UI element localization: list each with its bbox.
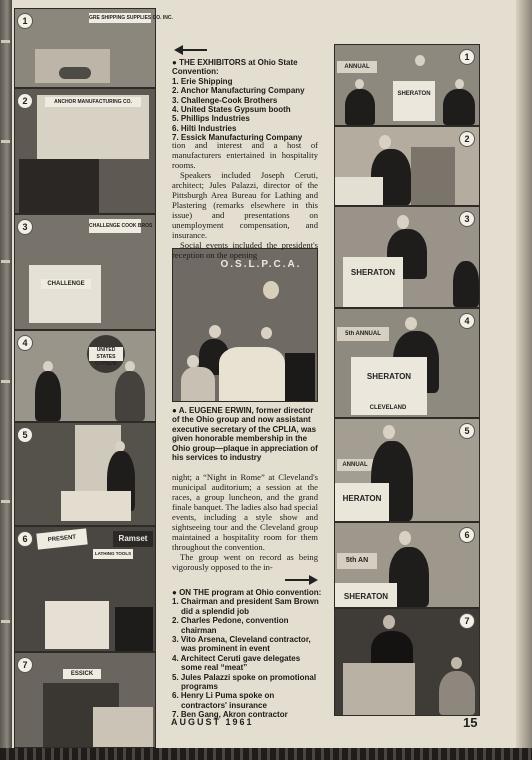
issue-date: AUGUST 1961	[171, 717, 254, 727]
photo-number: 5	[459, 423, 475, 439]
photo-sign: ANCHOR MANUFACTURING CO.	[45, 97, 141, 107]
exhibitors-list	[172, 77, 322, 143]
list-item: 7. Essick Manufacturing Company	[172, 133, 303, 143]
list-item: 1. Chairman and president Sam Brown did a splendid job	[172, 597, 319, 616]
paragraph: Speakers included Joseph Ceruti, architect; Jules Palazzi, director of the Pittsburgh Area Bureau for Lathing and Plastering (remarks elsewhere in this issue) and presentations on unemployment compensation, and insurance.	[172, 170, 318, 240]
photo-number: 4	[459, 313, 475, 329]
right-photo-5	[334, 418, 480, 522]
list-item: 5. Phillips Industries	[172, 114, 250, 124]
photo-sign: SHERATON	[350, 268, 396, 277]
photo-sign: GRE SHIPPING SUPPLIES CO. INC.	[89, 15, 173, 21]
program-list	[172, 597, 322, 719]
right-photo-1	[334, 44, 480, 126]
article-body-bottom	[172, 472, 318, 572]
photo-caption: ● A. EUGENE ERWIN, former director of the Ohio group and now assistant executive secretary of the CPLIA, was given honorable membership in the Ohio group—plaque in appreciation of his services to industry	[172, 406, 318, 463]
photo-number: 7	[17, 657, 33, 673]
article-body-top	[172, 140, 318, 260]
left-photo-2	[14, 88, 156, 214]
photo-number: 3	[459, 211, 475, 227]
left-photo-6	[14, 526, 156, 652]
photo-sign: CHALLENGE	[41, 279, 91, 289]
photo-sign: CLEVELAND	[369, 405, 407, 411]
left-photo-5	[14, 422, 156, 526]
photo-number: 5	[17, 427, 33, 443]
list-item: 6. Henry Li Puma spoke on contractors' insurance	[172, 691, 275, 710]
photo-sign: UNITED STATES GYPSUM	[89, 347, 123, 361]
paragraph: night; a “Night in Rome” at Cleveland's municipal auditorium; a session at the races, a group luncheon, and the grand finale banquet. The ladies also had special events, including a style show and sightseeing tour and the Cleveland group maintained a hospitality room for them throughout the convention.	[172, 472, 318, 552]
paragraph: The group went on record as being vigorously opposed to the in-	[172, 552, 318, 572]
left-photo-7	[14, 652, 156, 748]
list-item: 4. Architect Ceruti gave delegates some real “meat”	[172, 653, 301, 673]
photo-sign: HERATON	[342, 494, 382, 503]
list-item: 1. Erie Shipping	[172, 76, 233, 86]
photo-number: 3	[17, 219, 33, 235]
left-photo-1	[14, 8, 173, 88]
list-item: 4. United States Gypsum booth	[172, 105, 291, 115]
list-item: 7. Ben Gang, Akron contractor	[172, 710, 288, 720]
photo-sign: SHERATON	[397, 91, 431, 97]
binding-strip	[0, 748, 532, 760]
photo-sign: Ramset	[113, 531, 153, 547]
exhibitors-block	[172, 58, 322, 143]
paragraph: Social events included the president's reception on the opening	[172, 240, 318, 260]
center-photo	[172, 248, 318, 402]
photo-number: 6	[17, 531, 33, 547]
right-photo-4	[334, 308, 480, 418]
photo-sign: ANNUAL	[337, 459, 373, 471]
photo-sign: SHERATON	[343, 592, 389, 601]
right-photo-2	[334, 126, 480, 206]
photo-number: 1	[17, 13, 33, 29]
exhibitors-heading: ● THE EXHIBITORS at Ohio State Convention:	[172, 58, 298, 77]
right-photo-6	[334, 522, 480, 608]
list-item: 5. Jules Palazzi spoke on promotional programs	[172, 672, 317, 692]
photo-sign: SHERATON	[366, 372, 412, 381]
photo-sign: CHALLENGE COOK BROS	[89, 219, 141, 233]
page-stack-edge	[516, 0, 532, 760]
photo-number: 7	[459, 613, 475, 629]
list-item: 6. Hilti Industries	[172, 123, 237, 133]
photo-sign: PRESENT	[36, 528, 87, 549]
program-block	[172, 588, 322, 720]
list-item: 3. Vito Arsena, Cleveland contractor, was prominent in event	[172, 635, 311, 654]
right-photo-3	[334, 206, 480, 308]
program-heading: ● ON THE program at Ohio convention:	[172, 588, 322, 597]
page-number: 15	[463, 715, 478, 730]
center-photo-banner: O.S.L.P.C.A.	[220, 259, 302, 270]
binder-edge	[0, 0, 12, 760]
list-item: 2. Charles Pedone, convention chairman	[172, 616, 289, 635]
photo-sign: 5th ANNUAL	[337, 327, 389, 341]
list-item: 3. Challenge-Cook Brothers	[172, 95, 278, 105]
photo-sign: 5th AN	[337, 553, 377, 569]
photo-sign: ANNUAL	[337, 61, 377, 73]
left-photo-3	[14, 214, 156, 330]
left-photo-4	[14, 330, 156, 422]
photo-number: 2	[459, 131, 475, 147]
photo-sign: LATHING TOOLS	[93, 549, 133, 559]
photo-number: 1	[459, 49, 475, 65]
photo-sign: ESSICK	[63, 669, 101, 679]
photo-number: 4	[17, 335, 33, 351]
photo-number: 2	[17, 93, 33, 109]
paragraph: tion and interest and a host of manufacturers entertained in hospitality rooms.	[172, 140, 318, 170]
list-item: 2. Anchor Manufacturing Company	[172, 86, 305, 96]
photo-number: 6	[459, 527, 475, 543]
right-photo-7	[334, 608, 480, 716]
